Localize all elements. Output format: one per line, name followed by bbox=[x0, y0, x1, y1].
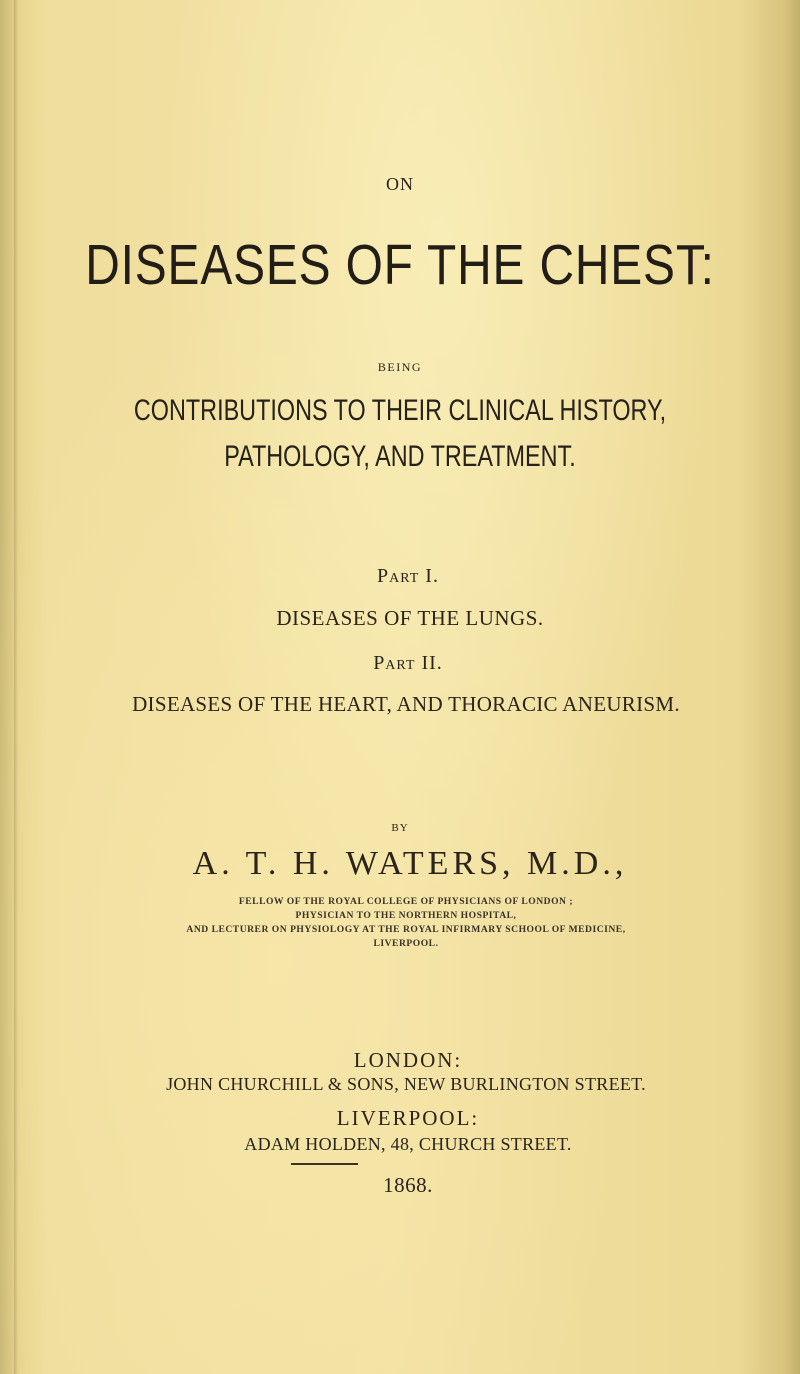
imprint-liverpool-label: LIVERPOOL: bbox=[336, 1106, 480, 1130]
part-1-title: DISEASES OF THE LUNGS. bbox=[276, 606, 544, 630]
part-2-title: DISEASES OF THE HEART, AND THORACIC ANEURISM. bbox=[132, 692, 680, 716]
author-name: A. T. H. WATERS, M.D., bbox=[192, 845, 628, 882]
being-label: BEING bbox=[377, 360, 423, 374]
preposition-on: ON bbox=[386, 174, 414, 194]
author-credential: FELLOW OF THE ROYAL COLLEGE OF PHYSICIANS OF LONDON ; bbox=[238, 896, 574, 907]
imprint-london-label: LONDON: bbox=[353, 1048, 463, 1072]
publication-year: 1868. bbox=[383, 1173, 433, 1197]
subtitle-line-2: PATHOLOGY, AND TREATMENT. bbox=[224, 440, 576, 473]
by-label: BY bbox=[391, 822, 409, 834]
author-credential: AND LECTURER ON PHYSIOLOGY AT THE ROYAL INFIRMARY SCHOOL OF MEDICINE, bbox=[186, 924, 626, 935]
imprint-liverpool-publisher: ADAM HOLDEN, 48, CHURCH STREET. bbox=[244, 1134, 572, 1154]
subtitle-line-1: CONTRIBUTIONS TO THEIR CLINICAL HISTORY, bbox=[133, 394, 667, 427]
part-2-label: Part II. bbox=[373, 652, 443, 674]
imprint-divider-rule bbox=[291, 1163, 358, 1165]
author-credential: LIVERPOOL. bbox=[373, 938, 439, 949]
part-1-label: Part I. bbox=[377, 565, 439, 587]
author-credential: PHYSICIAN TO THE NORTHERN HOSPITAL, bbox=[295, 910, 517, 921]
main-title: DISEASES OF THE CHEST: bbox=[85, 233, 715, 297]
imprint-london-publisher: JOHN CHURCHILL & SONS, NEW BURLINGTON STREET. bbox=[166, 1074, 646, 1094]
page-binding-shadow bbox=[14, 0, 18, 1374]
